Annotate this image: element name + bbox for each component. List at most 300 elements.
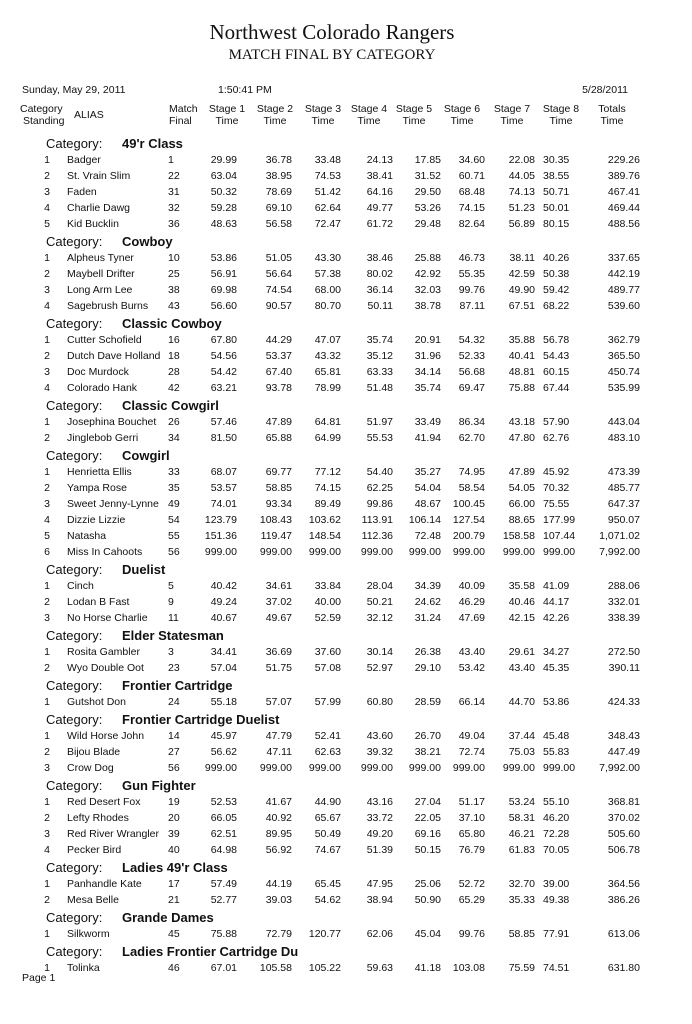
totals-cell: 229.26 (607, 154, 640, 166)
alias-cell: Lefty Rhodes (67, 812, 129, 824)
header-line: Time (311, 115, 335, 127)
category-header (0, 560, 692, 578)
stage-1-cell: 67.80 (210, 334, 237, 346)
stage-8-cell: 57.90 (543, 416, 570, 428)
totals-cell: 7,992.00 (599, 546, 640, 558)
stage-5-cell: 34.14 (414, 366, 441, 378)
table-row (0, 660, 692, 676)
stage-4-cell: 39.32 (366, 746, 393, 758)
stage-2-cell: 34.61 (265, 580, 292, 592)
stage-5-cell: 24.62 (414, 596, 441, 608)
stage-1-cell: 62.51 (210, 828, 237, 840)
standing-cell: 3 (44, 612, 50, 624)
stage-4-cell: 32.12 (366, 612, 393, 624)
standing-cell: 3 (44, 762, 50, 774)
header-stage-2 (255, 103, 295, 127)
stage-4-cell: 33.72 (366, 812, 393, 824)
stage-7-cell: 35.33 (508, 894, 535, 906)
stage-3-cell: 52.59 (314, 612, 341, 624)
stage-6-cell: 51.17 (458, 796, 485, 808)
match-final-cell: 56 (168, 762, 180, 774)
stage-6-cell: 127.54 (452, 514, 485, 526)
stage-8-cell: 68.22 (543, 300, 570, 312)
stage-6-cell: 46.29 (458, 596, 485, 608)
match-final-cell: 5 (168, 580, 174, 592)
match-final-cell: 14 (168, 730, 180, 742)
header-line: Stage 6 (443, 103, 481, 115)
table-row (0, 960, 692, 976)
stage-8-cell: 80.15 (543, 218, 570, 230)
stage-8-cell: 34.27 (543, 646, 570, 658)
stage-6-cell: 999.00 (452, 762, 485, 774)
header-line: Stage 4 (350, 103, 388, 115)
stage-7-cell: 47.80 (508, 432, 535, 444)
stage-6-cell: 74.95 (458, 466, 485, 478)
table-row (0, 496, 692, 512)
header-line: Stage 1 (208, 103, 246, 115)
standing-cell: 6 (44, 546, 50, 558)
match-final-cell: 49 (168, 498, 180, 510)
standing-cell: 1 (44, 416, 50, 428)
stage-8-cell: 60.15 (543, 366, 570, 378)
stage-7-cell: 38.11 (509, 252, 535, 264)
table-row (0, 744, 692, 760)
category-section (0, 560, 692, 626)
match-date: 5/28/2011 (582, 84, 628, 96)
category-name: Grande Dames (122, 910, 214, 925)
stage-4-cell: 63.33 (366, 366, 393, 378)
stage-4-cell: 24.13 (366, 154, 393, 166)
alias-cell: Long Arm Lee (67, 284, 133, 296)
stage-1-cell: 55.18 (210, 696, 237, 708)
stage-4-cell: 49.77 (366, 202, 393, 214)
totals-cell: 535.99 (607, 382, 640, 394)
header-line: Match (169, 103, 198, 115)
category-section (0, 908, 692, 942)
stage-4-cell: 999.00 (360, 546, 393, 558)
category-header (0, 134, 692, 152)
alias-cell: No Horse Charlie (67, 612, 148, 624)
stage-5-cell: 38.21 (414, 746, 441, 758)
stage-1-cell: 50.32 (210, 186, 237, 198)
stage-3-cell: 33.84 (314, 580, 341, 592)
stage-5-cell: 38.78 (414, 300, 441, 312)
totals-cell: 539.60 (607, 300, 640, 312)
alias-cell: Silkworm (67, 928, 110, 940)
stage-4-cell: 51.48 (366, 382, 393, 394)
stage-5-cell: 27.04 (414, 796, 441, 808)
totals-cell: 505.60 (607, 828, 640, 840)
alias-cell: Henrietta Ellis (67, 466, 132, 478)
header-stage-4 (349, 103, 389, 127)
stage-7-cell: 44.70 (508, 696, 535, 708)
stage-4-cell: 35.12 (366, 350, 393, 362)
stage-6-cell: 65.80 (458, 828, 485, 840)
standing-cell: 3 (44, 186, 50, 198)
stage-7-cell: 58.31 (508, 812, 535, 824)
category-header (0, 396, 692, 414)
totals-cell: 1,071.02 (599, 530, 640, 542)
stage-4-cell: 99.86 (366, 498, 393, 510)
stage-2-cell: 69.10 (265, 202, 292, 214)
stage-8-cell: 40.26 (543, 252, 570, 264)
stage-4-cell: 999.00 (360, 762, 393, 774)
alias-cell: Alpheus Tyner (67, 252, 134, 264)
stage-7-cell: 54.05 (508, 482, 535, 494)
stage-7-cell: 42.15 (508, 612, 535, 624)
stage-2-cell: 37.02 (265, 596, 292, 608)
standing-cell: 1 (44, 928, 50, 940)
category-section (0, 134, 692, 232)
category-section (0, 710, 692, 776)
standing-cell: 2 (44, 812, 50, 824)
category-name: Elder Statesman (122, 628, 224, 643)
category-label: Category: (46, 234, 103, 249)
totals-cell: 338.39 (607, 612, 640, 624)
standing-cell: 1 (44, 878, 50, 890)
header-stage-7 (492, 103, 532, 127)
table-row (0, 694, 692, 710)
standing-cell: 1 (44, 646, 50, 658)
stage-8-cell: 42.26 (543, 612, 570, 624)
stage-4-cell: 54.40 (366, 466, 393, 478)
stage-6-cell: 49.04 (458, 730, 485, 742)
stage-2-cell: 47.79 (265, 730, 292, 742)
match-final-cell: 19 (168, 796, 180, 808)
stage-4-cell: 38.46 (366, 252, 393, 264)
totals-cell: 390.11 (608, 662, 640, 674)
category-header (0, 446, 692, 464)
standing-cell: 2 (44, 596, 50, 608)
totals-cell: 613.06 (607, 928, 640, 940)
standing-cell: 1 (44, 696, 50, 708)
stage-6-cell: 43.40 (458, 646, 485, 658)
stage-8-cell: 55.83 (543, 746, 570, 758)
stage-5-cell: 35.27 (414, 466, 441, 478)
totals-cell: 389.76 (607, 170, 640, 182)
stage-3-cell: 44.90 (314, 796, 341, 808)
category-name: Classic Cowgirl (122, 398, 219, 413)
stage-3-cell: 65.67 (314, 812, 341, 824)
alias-cell: Badger (67, 154, 101, 166)
stage-4-cell: 50.11 (367, 300, 393, 312)
stage-7-cell: 40.41 (508, 350, 535, 362)
stage-3-cell: 74.67 (314, 844, 341, 856)
stage-4-cell: 35.74 (366, 334, 393, 346)
stage-2-cell: 44.19 (265, 878, 292, 890)
match-final-cell: 46 (168, 962, 180, 974)
stage-1-cell: 123.79 (204, 514, 237, 526)
alias-cell: Lodan B Fast (67, 596, 130, 608)
table-row (0, 826, 692, 842)
alias-cell: Rosita Gambler (67, 646, 140, 658)
stage-3-cell: 33.48 (314, 154, 341, 166)
category-header (0, 676, 692, 694)
stage-5-cell: 33.49 (414, 416, 441, 428)
stage-6-cell: 40.09 (458, 580, 485, 592)
match-final-cell: 1 (168, 154, 174, 166)
stage-3-cell: 999.00 (308, 546, 341, 558)
stage-5-cell: 22.05 (414, 812, 441, 824)
table-row (0, 544, 692, 560)
stage-4-cell: 60.80 (366, 696, 393, 708)
alias-cell: Charlie Dawg (67, 202, 131, 214)
stage-1-cell: 67.01 (210, 962, 237, 974)
stage-1-cell: 29.99 (210, 154, 237, 166)
stage-2-cell: 51.05 (265, 252, 292, 264)
stage-7-cell: 999.00 (502, 546, 535, 558)
header-line: Stage 7 (493, 103, 531, 115)
stage-5-cell: 50.15 (414, 844, 441, 856)
stage-7-cell: 66.00 (508, 498, 535, 510)
stage-1-cell: 69.98 (210, 284, 237, 296)
stage-7-cell: 22.08 (508, 154, 535, 166)
stage-4-cell: 51.97 (366, 416, 393, 428)
stage-6-cell: 52.33 (458, 350, 485, 362)
report-subtitle: MATCH FINAL BY CATEGORY (228, 47, 436, 63)
stage-8-cell: 50.71 (543, 186, 570, 198)
stage-2-cell: 36.78 (265, 154, 292, 166)
stage-8-cell: 62.76 (543, 432, 570, 444)
totals-cell: 506.78 (607, 844, 640, 856)
totals-cell: 337.65 (607, 252, 640, 264)
stage-2-cell: 44.29 (265, 334, 292, 346)
standing-cell: 4 (44, 382, 50, 394)
stage-1-cell: 52.53 (210, 796, 237, 808)
stage-7-cell: 49.90 (508, 284, 535, 296)
table-row (0, 216, 692, 232)
stage-1-cell: 59.28 (210, 202, 237, 214)
stage-4-cell: 112.36 (361, 530, 393, 542)
table-row (0, 282, 692, 298)
stage-4-cell: 50.21 (366, 596, 393, 608)
stage-8-cell: 46.20 (543, 812, 570, 824)
stage-4-cell: 51.39 (366, 844, 393, 856)
standing-cell: 2 (44, 662, 50, 674)
totals-cell: 348.43 (607, 730, 640, 742)
stage-3-cell: 47.07 (314, 334, 341, 346)
stage-6-cell: 37.10 (458, 812, 485, 824)
category-label: Category: (46, 628, 103, 643)
match-final-cell: 10 (168, 252, 180, 264)
stage-1-cell: 54.42 (210, 366, 237, 378)
stage-6-cell: 47.69 (458, 612, 485, 624)
totals-cell: 950.07 (607, 514, 640, 526)
stage-2-cell: 47.11 (266, 746, 292, 758)
totals-cell: 370.02 (607, 812, 640, 824)
table-row (0, 644, 692, 660)
category-section (0, 676, 692, 710)
category-name: Duelist (122, 562, 166, 577)
stage-6-cell: 68.48 (458, 186, 485, 198)
header-line: Time (450, 115, 474, 127)
stage-1-cell: 52.77 (210, 894, 237, 906)
match-final-cell: 22 (168, 170, 180, 182)
header-line: Stage 8 (542, 103, 580, 115)
stage-6-cell: 55.35 (458, 268, 485, 280)
totals-cell: 443.04 (607, 416, 640, 428)
print-date: Sunday, May 29, 2011 (22, 84, 126, 96)
stage-4-cell: 30.14 (366, 646, 393, 658)
match-final-cell: 34 (168, 432, 180, 444)
standing-cell: 4 (44, 202, 50, 214)
category-name: Classic Cowboy (122, 316, 222, 331)
table-row (0, 348, 692, 364)
alias-cell: Miss In Cahoots (67, 546, 143, 558)
stage-5-cell: 72.48 (414, 530, 441, 542)
stage-3-cell: 68.00 (314, 284, 341, 296)
header-category-standing (20, 103, 64, 127)
stage-7-cell: 158.58 (502, 530, 535, 542)
print-time: 1:50:41 PM (218, 84, 272, 96)
stage-2-cell: 65.88 (265, 432, 292, 444)
stage-6-cell: 54.32 (458, 334, 485, 346)
category-header (0, 710, 692, 728)
header-alias: ALIAS (74, 109, 104, 121)
stage-6-cell: 87.11 (459, 300, 485, 312)
stage-4-cell: 52.97 (366, 662, 393, 674)
table-row (0, 578, 692, 594)
stage-6-cell: 76.79 (458, 844, 485, 856)
stage-5-cell: 26.38 (414, 646, 441, 658)
standing-cell: 2 (44, 170, 50, 182)
stage-8-cell: 54.43 (543, 350, 570, 362)
totals-cell: 485.77 (607, 482, 640, 494)
stage-6-cell: 60.71 (458, 170, 485, 182)
stage-7-cell: 40.46 (508, 596, 535, 608)
stage-8-cell: 41.09 (543, 580, 570, 592)
category-label: Category: (46, 136, 103, 151)
stage-6-cell: 69.47 (458, 382, 485, 394)
stage-1-cell: 56.62 (210, 746, 237, 758)
stage-7-cell: 51.23 (508, 202, 535, 214)
stage-6-cell: 99.76 (458, 284, 485, 296)
stage-4-cell: 43.16 (366, 796, 393, 808)
standing-cell: 4 (44, 844, 50, 856)
stage-8-cell: 55.10 (543, 796, 570, 808)
stage-1-cell: 40.67 (210, 612, 237, 624)
header-line: Time (263, 115, 287, 127)
standing-cell: 1 (44, 580, 50, 592)
standing-cell: 1 (44, 796, 50, 808)
stage-2-cell: 105.58 (259, 962, 292, 974)
header-match-final (169, 103, 198, 127)
match-final-cell: 24 (168, 696, 180, 708)
stage-8-cell: 56.78 (543, 334, 570, 346)
stage-3-cell: 89.49 (314, 498, 341, 510)
match-final-cell: 26 (168, 416, 180, 428)
match-final-cell: 54 (168, 514, 180, 526)
stage-2-cell: 93.34 (265, 498, 292, 510)
match-final-cell: 25 (168, 268, 180, 280)
header-stage-1 (207, 103, 247, 127)
header-line: Category (20, 103, 63, 115)
standing-cell: 2 (44, 482, 50, 494)
match-final-cell: 39 (168, 828, 180, 840)
totals-cell: 473.39 (607, 466, 640, 478)
table-row (0, 152, 692, 168)
stage-5-cell: 31.24 (414, 612, 441, 624)
standing-cell: 4 (44, 300, 50, 312)
match-final-cell: 18 (168, 350, 180, 362)
standing-cell: 2 (44, 268, 50, 280)
stage-7-cell: 61.83 (508, 844, 535, 856)
stage-4-cell: 80.02 (366, 268, 393, 280)
stage-8-cell: 38.55 (543, 170, 570, 182)
stage-4-cell: 64.16 (366, 186, 393, 198)
stage-1-cell: 999.00 (204, 762, 237, 774)
alias-cell: Faden (67, 186, 97, 198)
stage-5-cell: 29.50 (414, 186, 441, 198)
table-row (0, 512, 692, 528)
stage-2-cell: 56.64 (265, 268, 292, 280)
stage-5-cell: 54.04 (414, 482, 441, 494)
stage-5-cell: 20.91 (414, 334, 441, 346)
match-final-cell: 56 (168, 546, 180, 558)
standing-cell: 1 (44, 466, 50, 478)
stage-4-cell: 62.06 (366, 928, 393, 940)
stage-2-cell: 41.67 (265, 796, 292, 808)
stage-8-cell: 50.01 (543, 202, 570, 214)
alias-cell: Red Desert Fox (67, 796, 141, 808)
stage-3-cell: 78.99 (314, 382, 341, 394)
stage-3-cell: 40.00 (314, 596, 341, 608)
category-header (0, 232, 692, 250)
stage-5-cell: 17.85 (414, 154, 441, 166)
standing-cell: 2 (44, 894, 50, 906)
alias-cell: Doc Murdock (67, 366, 129, 378)
stage-2-cell: 93.78 (265, 382, 292, 394)
stage-8-cell: 70.32 (543, 482, 570, 494)
header-line: Stage 5 (395, 103, 433, 115)
stage-4-cell: 55.53 (366, 432, 393, 444)
category-label: Category: (46, 712, 103, 727)
stage-3-cell: 57.99 (314, 696, 341, 708)
stage-1-cell: 48.63 (210, 218, 237, 230)
stage-6-cell: 46.73 (458, 252, 485, 264)
table-row (0, 184, 692, 200)
table-row (0, 364, 692, 380)
stage-3-cell: 77.12 (314, 466, 341, 478)
stage-3-cell: 37.60 (314, 646, 341, 658)
standing-cell: 2 (44, 432, 50, 444)
stage-7-cell: 32.70 (508, 878, 535, 890)
category-name: Ladies Frontier Cartridge Du (122, 944, 299, 959)
stage-6-cell: 66.14 (458, 696, 485, 708)
table-row (0, 430, 692, 446)
header-line: Time (215, 115, 239, 127)
stage-5-cell: 42.92 (414, 268, 441, 280)
table-row (0, 876, 692, 892)
standing-cell: 1 (44, 154, 50, 166)
header-line: Stage 2 (256, 103, 294, 115)
stage-6-cell: 86.34 (458, 416, 485, 428)
stage-7-cell: 75.88 (508, 382, 535, 394)
category-label: Category: (46, 316, 103, 331)
totals-cell: 364.56 (607, 878, 640, 890)
stage-2-cell: 39.03 (265, 894, 292, 906)
stage-1-cell: 45.97 (210, 730, 237, 742)
totals-cell: 272.50 (607, 646, 640, 658)
alias-cell: Yampa Rose (67, 482, 127, 494)
stage-6-cell: 34.60 (458, 154, 485, 166)
stage-3-cell: 51.42 (314, 186, 341, 198)
stage-7-cell: 43.40 (508, 662, 535, 674)
header-line: Time (500, 115, 524, 127)
stage-1-cell: 63.04 (210, 170, 237, 182)
category-section (0, 446, 692, 560)
table-row (0, 610, 692, 626)
